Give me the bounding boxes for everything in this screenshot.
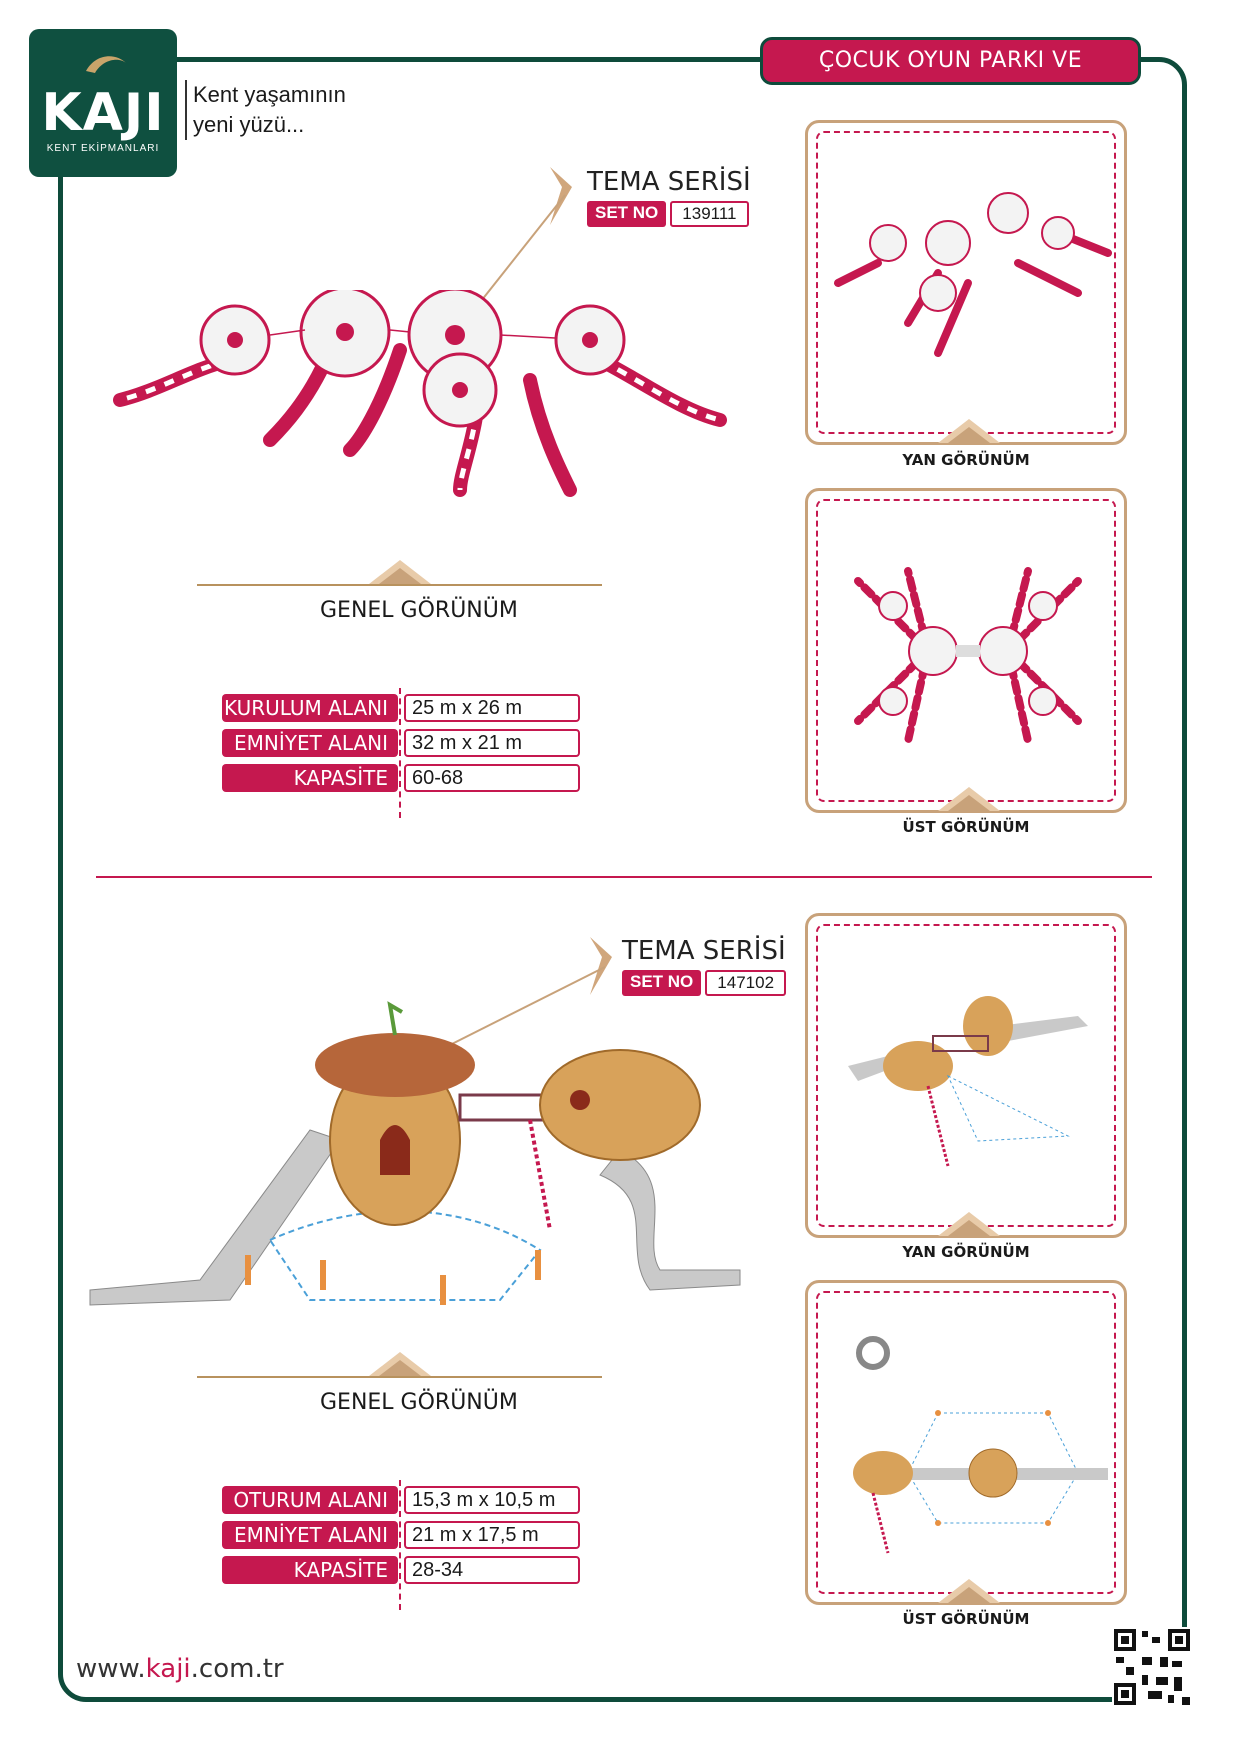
logo-subtitle: KENT EKİPMANLARI <box>46 143 160 154</box>
side-view-caption: YAN GÖRÜNÜM <box>902 451 1030 469</box>
category-banner: ÇOCUK OYUN PARKI VE EKİPMANLARI <box>760 37 1141 85</box>
slogan-line-2: yeni yüzü... <box>193 112 305 137</box>
spec-label: EMNİYET ALANI <box>222 729 398 757</box>
set-number <box>622 970 786 996</box>
triangle-marker-icon <box>938 1579 1000 1605</box>
triangle-marker-icon <box>369 560 431 586</box>
spec-label: KAPASİTE <box>222 764 398 792</box>
general-view-separator <box>197 1376 602 1378</box>
spec-divider <box>399 1480 401 1610</box>
spec-label: OTURUM ALANI <box>222 1486 398 1514</box>
general-view-caption: GENEL GÖRÜNÜM <box>320 598 518 623</box>
side-view-panel <box>805 913 1127 1238</box>
url-brand: kaji <box>145 1654 191 1684</box>
spec-value: 32 m x 21 m <box>404 729 580 757</box>
logo-brand: KAJI <box>41 83 165 143</box>
side-view-image <box>828 966 1118 1186</box>
spec-label: KAPASİTE <box>222 1556 398 1584</box>
product-image-octopus-playground <box>100 290 740 530</box>
spec-value: 60-68 <box>404 764 580 792</box>
kaji-logo <box>29 29 177 177</box>
side-view-caption: YAN GÖRÜNÜM <box>902 1243 1030 1261</box>
side-view-image <box>818 173 1118 373</box>
series-title: TEMA SERİSİ <box>622 936 786 966</box>
triangle-marker-icon <box>938 1212 1000 1238</box>
general-view-caption: GENEL GÖRÜNÜM <box>320 1390 518 1415</box>
url-suffix: .com.tr <box>190 1654 284 1684</box>
general-view-separator <box>197 584 602 586</box>
top-view-caption: ÜST GÖRÜNÜM <box>902 818 1030 836</box>
website-link[interactable] <box>76 1654 284 1684</box>
set-no-label: SET NO <box>622 970 701 996</box>
slogan-line-1: Kent yaşamının <box>193 82 346 107</box>
section-divider <box>96 876 1152 878</box>
spec-label: EMNİYET ALANI <box>222 1521 398 1549</box>
spec-value: 28-34 <box>404 1556 580 1584</box>
triangle-marker-icon <box>369 1352 431 1378</box>
qr-code-icon[interactable] <box>1112 1627 1192 1707</box>
top-view-caption: ÜST GÖRÜNÜM <box>902 1610 1030 1628</box>
slogan <box>185 80 346 140</box>
spec-label: KURULUM ALANI <box>222 694 398 722</box>
set-no-label: SET NO <box>587 201 666 227</box>
top-view-panel <box>805 1280 1127 1605</box>
triangle-marker-icon <box>938 419 1000 445</box>
set-no-value: 147102 <box>705 970 786 996</box>
logo-swirl-icon <box>81 51 131 79</box>
top-view-image <box>828 1333 1118 1563</box>
side-view-panel <box>805 120 1127 445</box>
product-image-acorn-playground <box>80 1000 760 1320</box>
triangle-marker-icon <box>938 787 1000 813</box>
spec-row <box>222 694 398 722</box>
spec-value: 25 m x 26 m <box>404 694 580 722</box>
spec-value: 15,3 m x 10,5 m <box>404 1486 580 1514</box>
set-number <box>587 201 749 227</box>
url-prefix: www. <box>76 1654 146 1684</box>
spec-value: 21 m x 17,5 m <box>404 1521 580 1549</box>
top-view-panel <box>805 488 1127 813</box>
series-title: TEMA SERİSİ <box>587 167 751 197</box>
top-view-image <box>828 541 1108 771</box>
set-no-value: 139111 <box>670 201 748 227</box>
spec-divider <box>399 688 401 818</box>
